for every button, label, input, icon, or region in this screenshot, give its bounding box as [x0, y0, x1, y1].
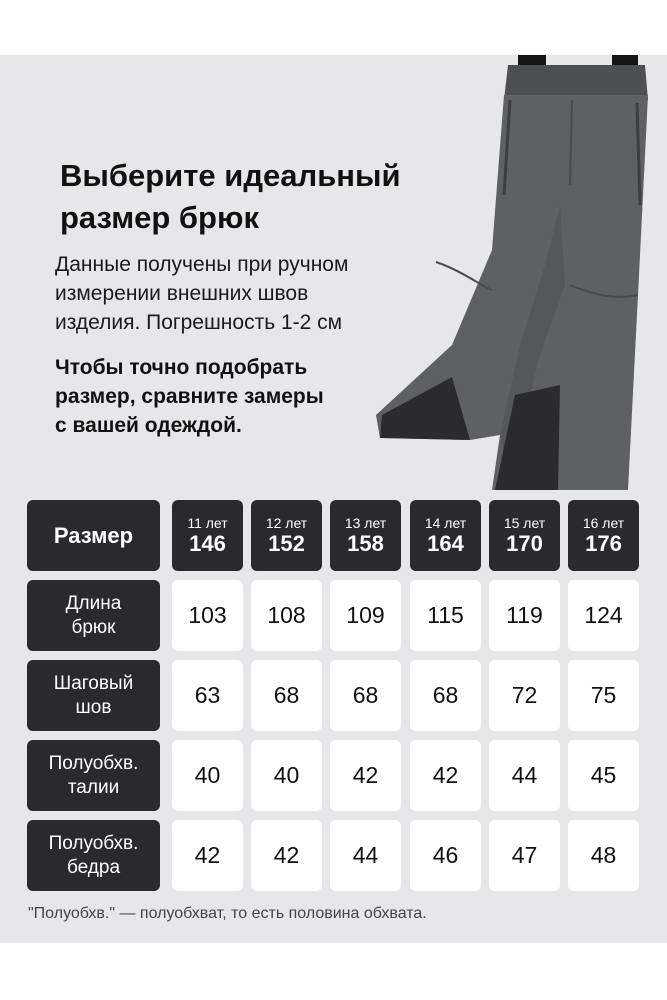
size-chart-card: [0, 55, 667, 943]
measurement-description: [55, 250, 415, 337]
measurement-value: 103: [188, 602, 227, 628]
age-label: 12 лет: [265, 514, 308, 531]
size-column-header: [251, 500, 322, 571]
measurement-value-cell: [489, 740, 560, 811]
measurement-row-label: [27, 740, 160, 811]
measurement-value-cell: [330, 740, 401, 811]
height-label: 164: [427, 530, 464, 556]
measurement-value: 42: [432, 762, 459, 788]
measurement-value: 108: [267, 602, 306, 628]
row-label-line: Полуобхв.: [48, 752, 139, 774]
measurement-value-cell: [568, 740, 639, 811]
row-label-line: Длина: [65, 592, 122, 614]
measurement-value-cell: [330, 660, 401, 731]
measurement-value-cell: [251, 740, 322, 811]
measurement-value-cell: [251, 820, 322, 891]
measurement-value-cell: [251, 660, 322, 731]
measurement-value: 109: [346, 602, 385, 628]
measurement-row-label: [27, 660, 160, 731]
measurement-value-cell: [568, 660, 639, 731]
description-line-1: Данные получены при ручном: [55, 253, 349, 276]
measurement-value: 44: [352, 842, 379, 868]
row-label-line: шов: [75, 696, 112, 718]
measurement-value-cell: [410, 660, 481, 731]
height-label: 158: [347, 530, 384, 556]
row-label-line: Шаговый: [53, 672, 134, 694]
measurement-value-cell: [172, 660, 243, 731]
measurement-value: 119: [506, 602, 543, 628]
advice-line-2: размер, сравните замеры: [55, 385, 324, 408]
advice-line-1: Чтобы точно подобрать: [55, 356, 308, 379]
measurement-value: 40: [194, 762, 221, 788]
measurement-value: 68: [432, 682, 459, 708]
row-label-line: бедра: [66, 856, 121, 878]
description-line-2: измерении внешних швов: [55, 282, 309, 305]
measurement-value-cell: [172, 820, 243, 891]
age-label: 11 лет: [187, 514, 228, 531]
height-label: 152: [268, 530, 305, 556]
measurement-row-label: [27, 580, 160, 651]
measurement-value: 48: [590, 842, 617, 868]
measurement-value: 42: [273, 842, 300, 868]
measurement-value-cell: [489, 660, 560, 731]
title-line-2: размер брюк: [60, 200, 259, 235]
page-title: [60, 155, 440, 239]
measurement-value: 68: [352, 682, 379, 708]
size-column-header: [489, 500, 560, 571]
age-label: 16 лет: [582, 514, 625, 531]
measurement-value-cell: [489, 580, 560, 651]
measurement-value: 115: [427, 602, 464, 628]
measurement-row-label: [27, 820, 160, 891]
measurement-value: 42: [352, 762, 379, 788]
height-label: 176: [585, 530, 622, 556]
age-label: 14 лет: [424, 514, 467, 531]
footnote: "Полуобхв." — полуобхват, то есть половина обхвата.: [28, 905, 427, 922]
measurement-value: 72: [511, 682, 538, 708]
row-label-line: Полуобхв.: [48, 832, 139, 854]
size-column-header: [410, 500, 481, 571]
measurement-value-cell: [330, 820, 401, 891]
measurement-value: 44: [511, 762, 538, 788]
size-column-header: [172, 500, 243, 571]
measurement-value: 75: [590, 682, 617, 708]
measurement-value-cell: [410, 820, 481, 891]
advice-line-3: с вашей одеждой.: [55, 414, 242, 437]
measurement-value-cell: [251, 580, 322, 651]
fitting-advice: [55, 353, 395, 440]
measurement-value-cell: [410, 740, 481, 811]
measurement-value: 40: [273, 762, 300, 788]
age-label: 13 лет: [344, 514, 387, 531]
height-label: 146: [189, 530, 226, 556]
measurement-value: 63: [194, 682, 221, 708]
measurement-value-cell: [410, 580, 481, 651]
height-label: 170: [506, 530, 543, 556]
measurement-value-cell: [489, 820, 560, 891]
size-header-label: Размер: [53, 522, 134, 548]
title-line-1: Выберите идеальный: [60, 158, 401, 193]
size-column-header: [568, 500, 639, 571]
row-label-line: талии: [67, 776, 120, 798]
measurement-value-cell: [330, 580, 401, 651]
measurement-value-cell: [568, 580, 639, 651]
measurement-value: 42: [194, 842, 221, 868]
age-label: 15 лет: [503, 514, 546, 531]
measurement-value: 124: [584, 602, 623, 628]
measurement-value-cell: [172, 740, 243, 811]
measurement-value: 68: [273, 682, 300, 708]
measurement-value: 47: [511, 842, 538, 868]
size-column-header: [330, 500, 401, 571]
row-label-line: брюк: [71, 616, 116, 638]
measurement-value-cell: [172, 580, 243, 651]
measurement-value-cell: [568, 820, 639, 891]
description-line-3: изделия. Погрешность 1-2 см: [55, 311, 343, 334]
size-header-cell: [27, 500, 160, 571]
measurement-value: 46: [432, 842, 459, 868]
measurement-value: 45: [590, 762, 617, 788]
